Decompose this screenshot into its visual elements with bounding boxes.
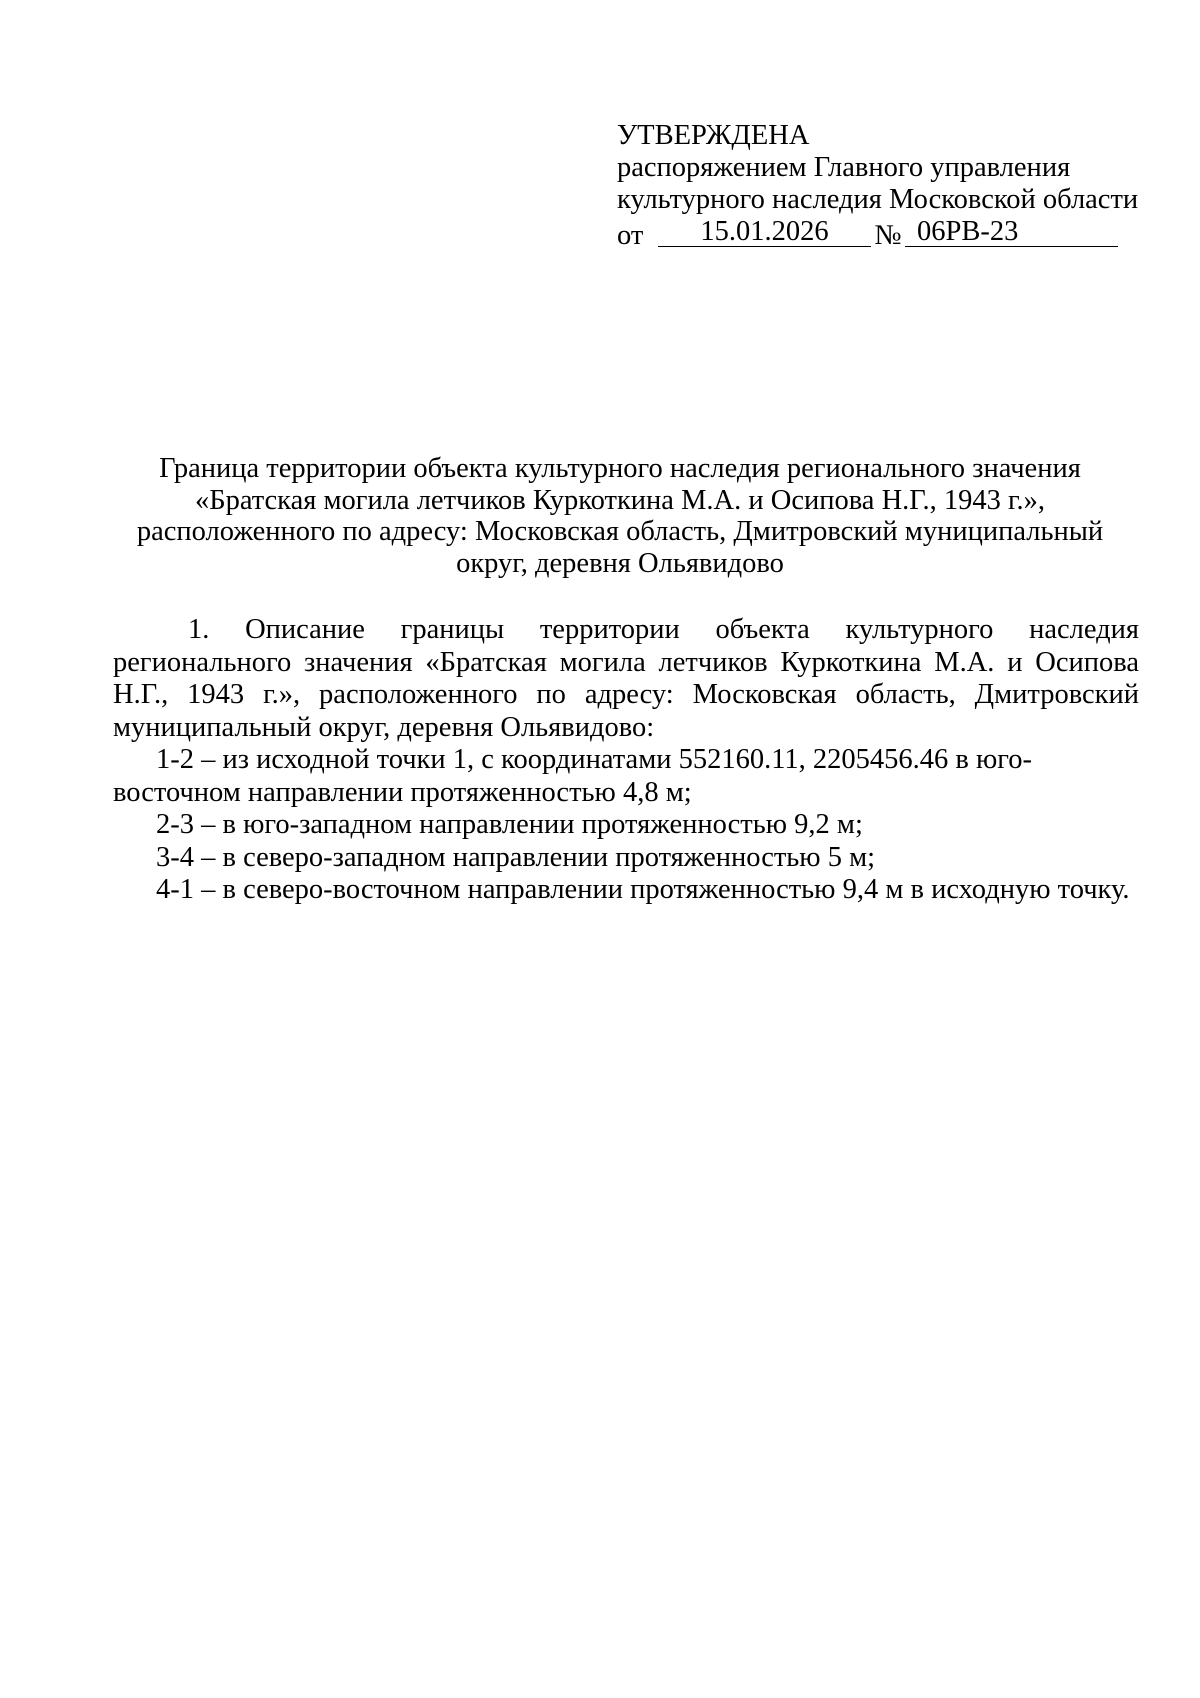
approval-stamp (617, 120, 1137, 252)
description-intro-paragraph: 1. Описание границы территории объекта культурного наследия регионального значения «Братская могила летчиков Куркоткина М.А. и Осипова Н.Г., 1943 г.», расположенного по адресу: Московская область, Дмитровский муниципальный округ, деревня Ольявидово: (113, 614, 1139, 743)
boundary-segment-1-2: 1-2 – из исходной точки 1, с координатами 552160.11, 2205456.46 в юго-восточном направлении протяженностью 4,8 м; (113, 744, 1033, 808)
boundary-segment-3-4: 3-4 – в северо-западном направлении протяженностью 5 м; (156, 841, 876, 873)
date-prefix-label: от (617, 220, 644, 251)
number-sign-label: № (874, 220, 902, 251)
approval-number-field (905, 216, 1118, 247)
document-title (135, 453, 1105, 579)
approval-authority-line-1: распоряжением Главного управления (617, 152, 1071, 183)
approval-date-number-line (617, 216, 1137, 252)
boundary-description (113, 614, 1139, 907)
boundary-segment-4-1: 4-1 – в северо-восточном направлении протяженностью 9,4 м в исходную точку. (156, 874, 1130, 905)
approval-heading: УТВЕРЖДЕНА (617, 120, 810, 151)
boundary-segment-2-3: 2-3 – в юго-западном направлении протяженностью 9,2 м; (156, 809, 863, 840)
title-line-4: округ, деревня Ольявидово (456, 547, 784, 579)
title-line-2: «Братская могила летчиков Куркоткина М.А. и Осипова Н.Г., 1943 г.», (194, 484, 1046, 516)
title-line-3: расположенного по адресу: Московская область, Дмитровский муниципальный (136, 516, 1104, 547)
title-line-1: Граница территории объекта культурного наследия регионального значения (159, 453, 1081, 484)
approval-authority-line-2: культурного наследия Московской области (617, 184, 1139, 215)
approval-date-field: 15.01.2026 (658, 216, 871, 247)
approval-number-value: 06РВ-23 (917, 216, 1019, 247)
